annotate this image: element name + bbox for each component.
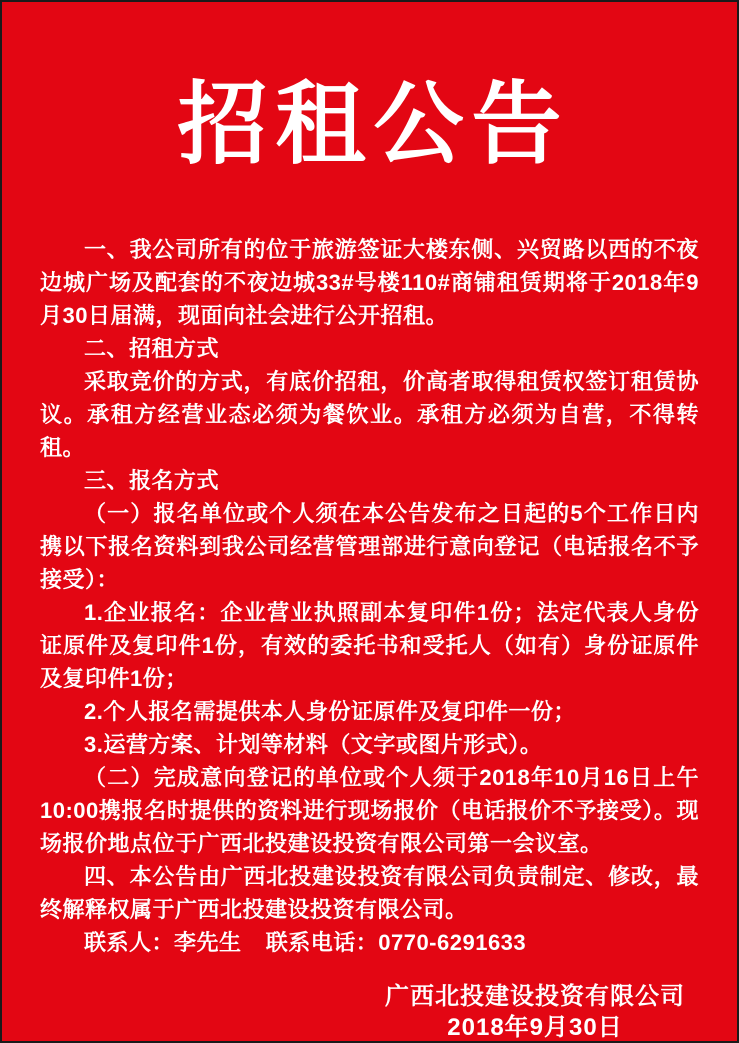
- paragraph-interpretation-rights: 四、本公告由广西北投建设投资有限公司负责制定、修改，最终解释权属于广西北投建设投资有限公司。: [40, 864, 699, 923]
- contact-phone-label: 联系电话：: [265, 930, 379, 956]
- heading-rental-method: 二、招租方式: [84, 336, 220, 362]
- contact-person-name: 李先生: [174, 930, 242, 956]
- heading-registration-method: 三、报名方式: [84, 468, 220, 494]
- paragraph-registration-requirements: （一）报名单位或个人须在本公告发布之日起的5个工作日内携以下报名资料到我公司经营管理部进行意向登记（电话报名不予接受）：: [40, 501, 699, 593]
- paragraph-onsite-bidding: （二）完成意向登记的单位或个人须于2018年10月16日上午10:00携报名时提供的资料进行现场报价（电话报价不予接受）。现场报价地点位于广西北投建设投资有限公司第一会议室。: [40, 765, 699, 857]
- paragraph-rental-method: 采取竞价的方式，有底价招租，价高者取得租赁权签订租赁协议。承租方经营业态必须为餐饮业。承租方必须为自营，不得转租。: [40, 369, 699, 461]
- signature-block: [385, 981, 685, 1043]
- poster-body: [40, 233, 699, 959]
- contact-phone-number: 0770-6291633: [378, 930, 527, 956]
- list-item-enterprise-registration: 1.企业报名：企业营业执照副本复印件1份；法定代表人身份证原件及复印件1份，有效的委托书和受托人（如有）身份证原件及复印件1份；: [40, 600, 699, 692]
- contact-line: [40, 926, 699, 959]
- signature-company: 广西北投建设投资有限公司: [385, 983, 685, 1011]
- poster-title: 招租公告: [177, 71, 570, 177]
- paragraph-property-intro: 一、我公司所有的位于旅游签证大楼东侧、兴贸路以西的不夜边城广场及配套的不夜边城33#号楼110#商铺租赁期将于2018年9月30日届满，现面向社会进行公开招租。: [40, 237, 699, 329]
- signature-date: 2018年9月30日: [447, 1014, 623, 1042]
- list-item-operation-plan: 3.运营方案、计划等材料（文字或图片形式）。: [84, 732, 543, 758]
- contact-person-label: 联系人：: [84, 930, 175, 956]
- list-item-individual-registration: 2.个人报名需提供本人身份证原件及复印件一份；: [84, 699, 576, 725]
